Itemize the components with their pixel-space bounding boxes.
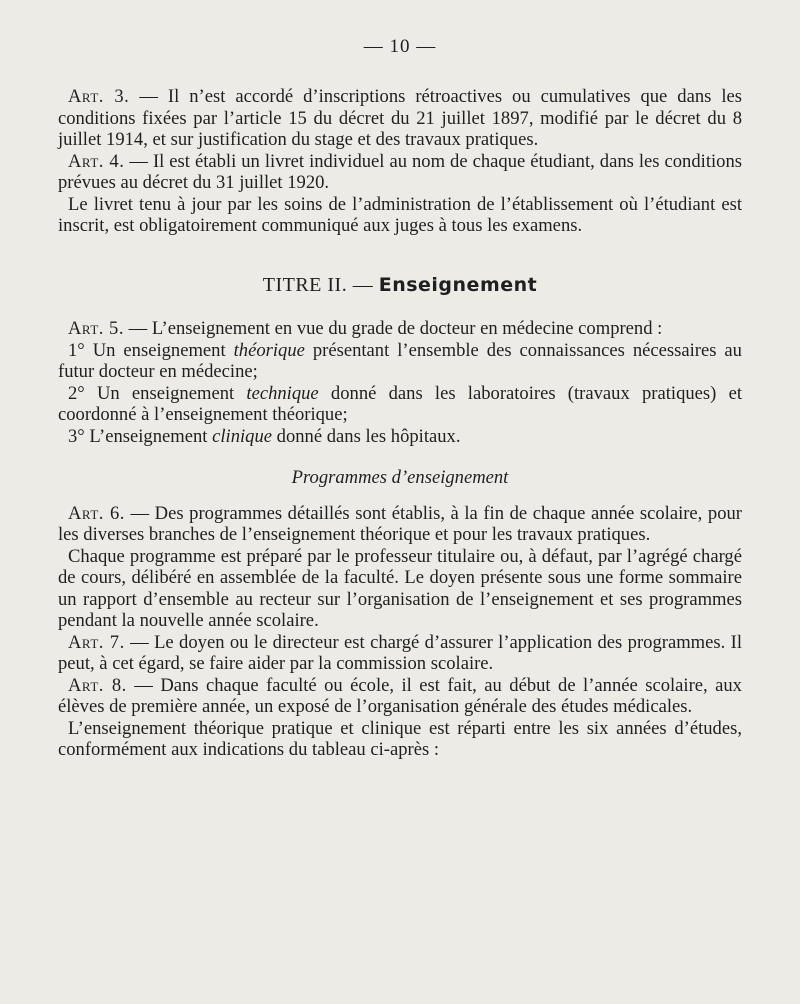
page-number: — 10 — [363,36,437,57]
article-3 [58,86,742,151]
article-5-item-1 [58,340,742,383]
article-5-item-2 [58,383,742,426]
section-title-prefix: TITRE II. — [262,273,379,296]
section-title-word: Enseignement [378,273,538,296]
item-3-suffix: donné dans les hôpitaux. [272,425,461,447]
article-3-text: — Il n’est accordé d’inscriptions rétroactives ou cumulatives que dans les conditions fixées par l’article 15 du décret du 21 juillet 1897, modifié par le décret du 8 juillet 1914, et sur justification du stage et des travaux pratiques. [58,86,742,150]
article-8 [58,675,742,718]
subheading: Programmes d’enseignement [291,467,509,488]
article-4-label: Art. 4. [68,150,125,172]
item-2-prefix: 2° Un enseignement [68,382,247,404]
item-2-emphasis: technique [246,382,319,404]
article-5-text: — L’enseignement en vue du grade de docteur en médecine comprend : [124,318,663,339]
article-5-label: Art. 5. [68,318,125,339]
section-title [58,275,742,297]
article-6-label: Art. 6. [68,502,125,524]
article-7 [58,632,742,675]
article-5-item-3 [58,426,742,448]
article-8-label: Art. 8. [68,674,127,696]
article-8-text: — Dans chaque faculté ou école, il est fait, au début de l’année scolaire, aux élèves de première année, un exposé de l’organisation générale des études médicales. [58,674,742,717]
item-1-emphasis: théorique [233,339,305,361]
article-5 [58,318,742,340]
document-body [58,86,742,761]
article-6-text: — Des programmes détaillés sont établis, à la fin de chaque année scolaire, pour les diverses branches de l’enseignement théorique et pour les travaux pratiques. [58,502,742,545]
item-3-emphasis: clinique [212,425,273,447]
article-8-paragraph-2: L’enseignement théorique pratique et clinique est réparti entre les six années d’études, conformément aux indications du tableau ci-après : [58,717,742,760]
article-4-paragraph-2: Le livret tenu à jour par les soins de l’administration de l’établissement où l’étudiant est inscrit, est obligatoirement communiqué aux juges à tous les examens. [58,193,742,236]
article-4 [58,151,742,194]
item-2-suffix: donné dans les laboratoires (travaux pratiques) et coordonné à l’enseignement théorique; [58,382,742,425]
article-6-paragraph-2: Chaque programme est préparé par le professeur titulaire ou, à défaut, par l’agrégé chargé de cours, délibéré en assemblée de la faculté. Le doyen présente sous une forme sommaire un rapport d’ensemble au recteur sur l’organisation de l’enseignement et ses programmes pendant la nouvelle année scolaire. [58,545,742,631]
article-6 [58,503,742,546]
article-3-label: Art. 3. [68,86,130,107]
article-4-text: — Il est établi un livret individuel au nom de chaque étudiant, dans les conditions prévues au décret du 31 juillet 1920. [58,150,742,193]
item-1-prefix: 1° Un enseignement [68,339,234,361]
item-1-suffix: présentant l’ensemble des connaissances nécessaires au futur docteur en médecine; [58,339,742,382]
item-3-prefix: 3° L’enseignement [68,425,213,447]
article-7-label: Art. 7. [68,631,125,653]
article-7-text: — Le doyen ou le directeur est chargé d’assurer l’application des programmes. Il peut, à cet égard, se faire aider par la commission scolaire. [58,631,742,674]
